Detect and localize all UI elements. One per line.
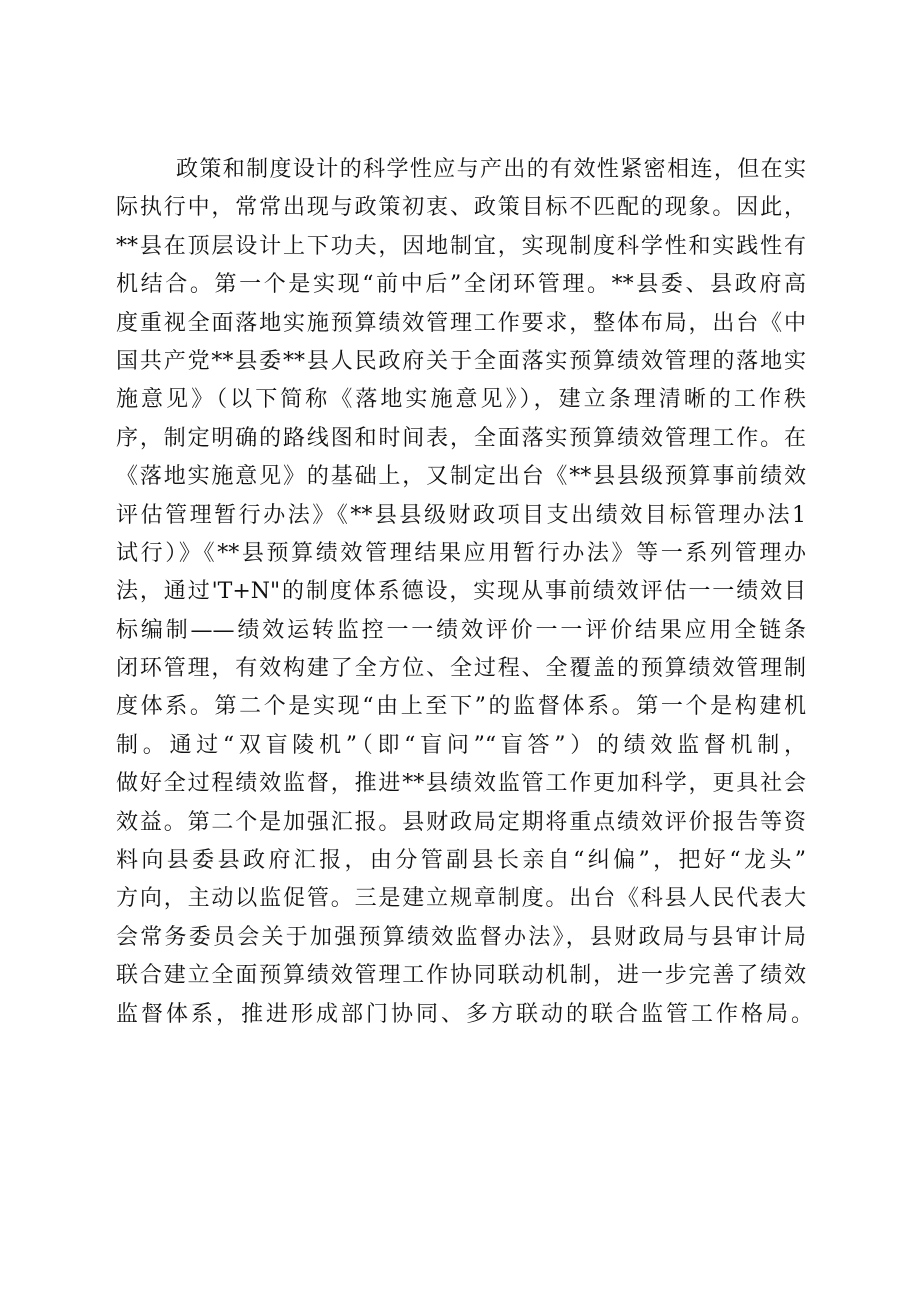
paragraph-line-19: 料向县委县政府汇报，由分管副县长亲自“纠偏”，把好“龙头”: [116, 848, 806, 874]
paragraph-line-3: **县在顶层设计上下功夫，因地制宜，实现制度科学性和实践性有: [116, 233, 806, 259]
paragraph-line-18: 效益。第二个是加强汇报。县财政局定期将重点绩效评价报告等资: [116, 809, 806, 835]
paragraph-line-16: 制。通过“双盲陵机”（即“盲问”“盲答”）的绩效监督机制，: [116, 732, 806, 758]
paragraph-line-21: 会常务委员会关于加强预算绩效监督办法》，县财政局与县审计局: [116, 924, 806, 950]
paragraph-line-1: 政策和制度设计的科学性应与产出的有效性紧密相连，但在实: [176, 157, 806, 182]
paragraph-line-8: 序，制定明确的路线图和时间表，全面落实预算绩效管理工作。在: [116, 425, 806, 451]
paragraph-line-14: 闭环管理，有效构建了全方位、全过程、全覆盖的预算绩效管理制: [116, 656, 806, 682]
paragraph-line-6: 国共产党**县委**县人民政府关于全面落实预算绩效管理的落地实: [116, 348, 806, 374]
paragraph-line-12: 法，通过'T+N"的制度体系德设，实现从事前绩效评估一一绩效目: [116, 579, 806, 605]
paragraph-line-22: 联合建立全面预算绩效管理工作协同联动机制，进一步完善了绩效: [116, 963, 806, 989]
paragraph-line-15: 度体系。第二个是实现“由上至下”的监督体系。第一个是构建机: [116, 694, 806, 720]
paragraph-line-7: 施意见》（以下简称《落地实施意见》），建立条理清晰的工作秩: [116, 387, 806, 413]
paragraph-line-20: 方向，主动以监促管。三是建立规章制度。出台《科县人民代表大: [116, 886, 806, 912]
paragraph-line-10: 评估管理暂行办法》《**县县级财政项目支出绩效目标管理办法1: [116, 502, 806, 528]
paragraph-line-2: 际执行中，常常出现与政策初衷、政策目标不匹配的现象。因此，: [116, 195, 806, 221]
paragraph-line-5: 度重视全面落地实施预算绩效管理工作要求，整体布局，出台《中: [116, 310, 806, 336]
paragraph-line-11: 试行）》《**县预算绩效管理结果应用暂行办法》等一系列管理办: [116, 540, 806, 566]
paragraph-line-9: 《落地实施意见》的基础上，又制定出台《**县县级预算事前绩效: [116, 464, 806, 490]
paragraph-line-23: 监督体系，推进形成部门协同、多方联动的联合监管工作格局。: [116, 1001, 817, 1027]
paragraph-line-17: 做好全过程绩效监督，推进**县绩效监管工作更加科学，更具社会: [116, 771, 806, 797]
paragraph-line-13: 标编制——绩效运转监控一一绩效评价一一评价结果应用全链条: [116, 617, 806, 643]
body-paragraph: [116, 151, 817, 1034]
paragraph-line-4: 机结合。第一个是实现“前中后”全闭环管理。**县委、县政府高: [116, 272, 806, 298]
